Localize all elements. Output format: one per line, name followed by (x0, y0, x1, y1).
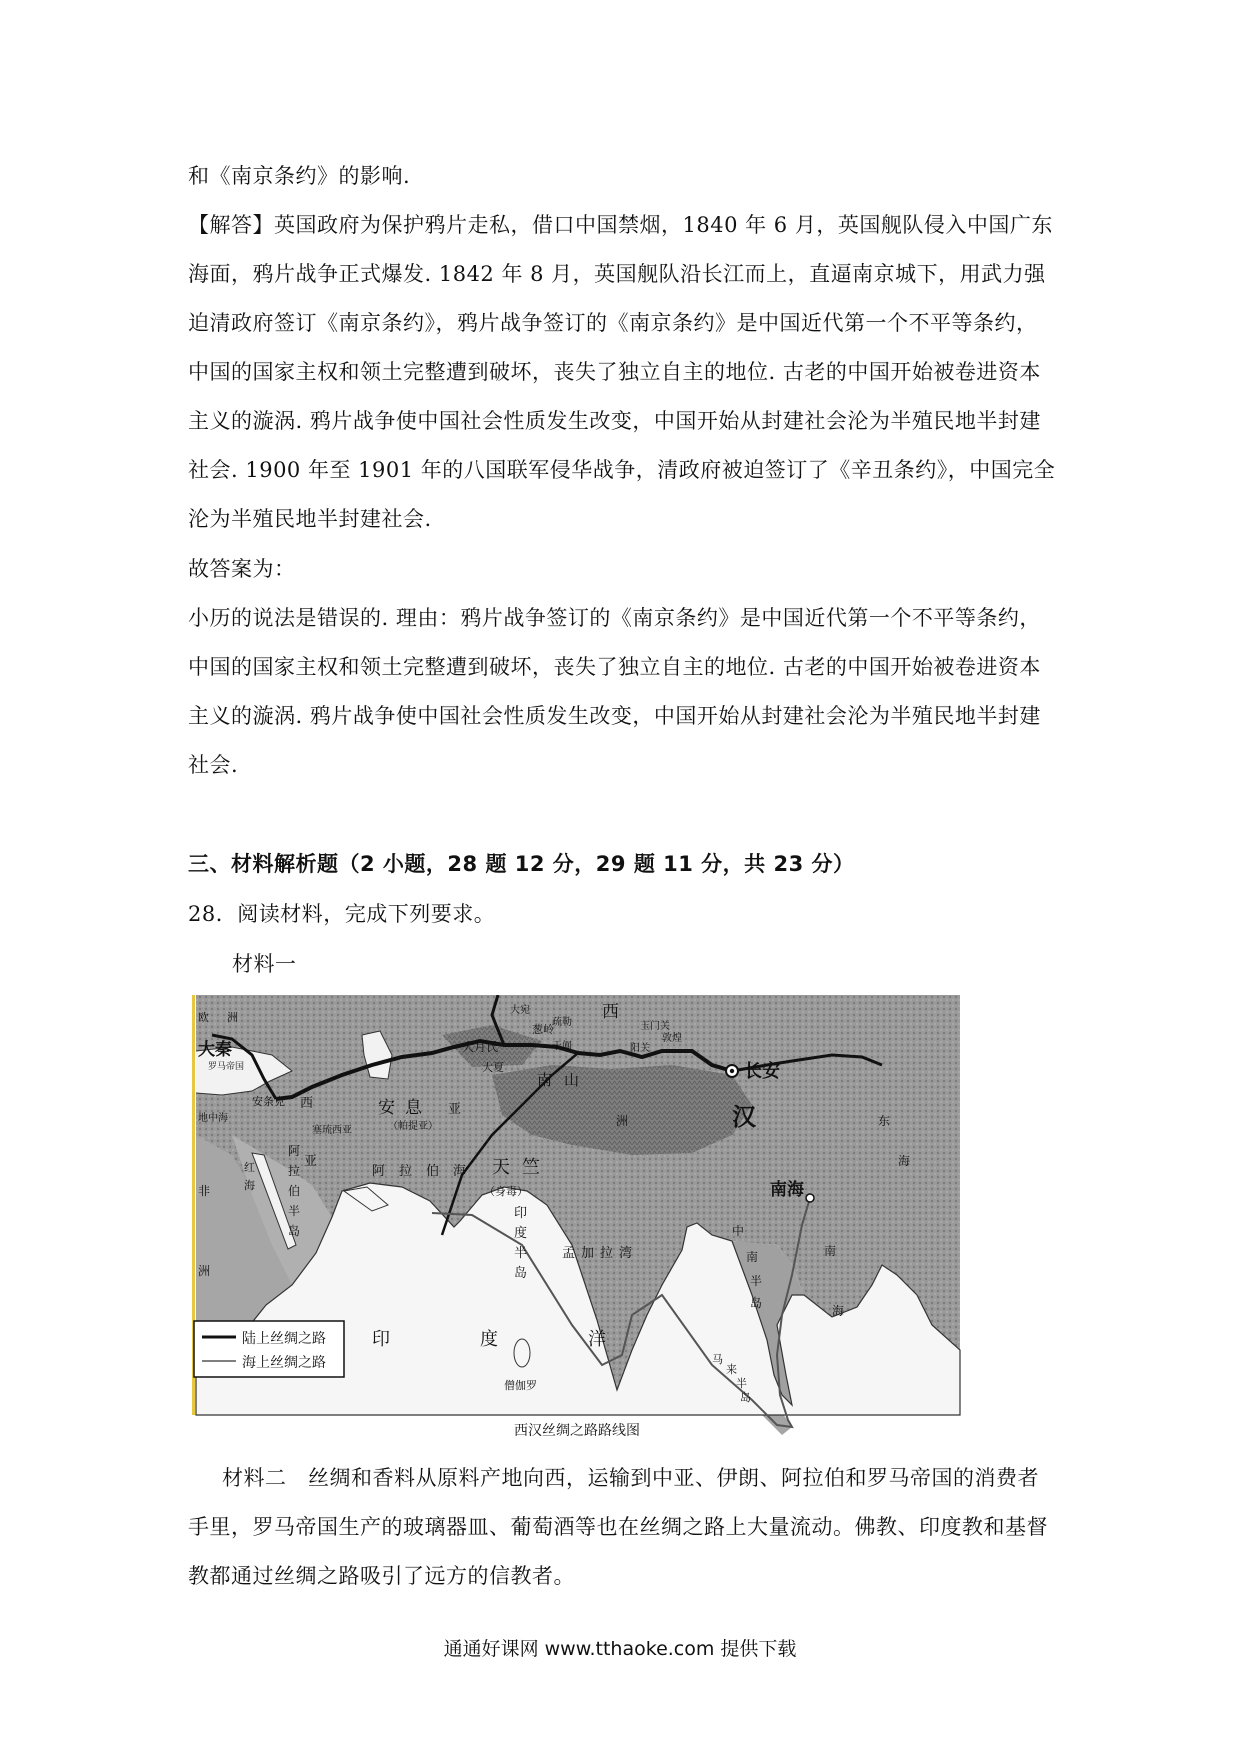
material-1-label: 材料一 (232, 952, 297, 976)
map-label-mediterranean: 地中海 (198, 1113, 228, 1124)
map-label-congling: 葱岭 (532, 1023, 554, 1036)
text-line: 中国的国家主权和领土完整遭到破坏，丧失了独立自主的地位. 古老的中国开始被卷进资本 (188, 655, 1041, 679)
map-label-asia-zhou: 洲 (616, 1114, 629, 1128)
svg-text:岛: 岛 (288, 1224, 301, 1238)
map-label-antioch: 安条克 (252, 1095, 285, 1108)
map-label-sri-lanka: 僧伽罗 (504, 1379, 537, 1392)
map-caption: 西汉丝绸之路路线图 (514, 1423, 640, 1439)
text-line: 中国的国家主权和领土完整遭到破坏，丧失了独立自主的地位. 古老的中国开始被卷进资本 (188, 360, 1041, 384)
material-2-line: 教都通过丝绸之路吸引了远方的信教者。 (188, 1564, 575, 1588)
map-label-daqin: 大秦 (198, 1040, 232, 1060)
text-line: 和《南京条约》的影响. (188, 164, 411, 188)
map-label-rome: 罗马帝国 (208, 1062, 245, 1072)
map-label-yangguan: 阳关 (630, 1043, 650, 1054)
svg-text:洲: 洲 (198, 1264, 211, 1278)
text-line: 海面，鸦片战争正式爆发. 1842 年 8 月，英国舰队沿长江而上，直逼南京城下，用武力强 (188, 262, 1046, 286)
legend-sea-road: 海上丝绸之路 (242, 1355, 326, 1371)
text-line: 沦为半殖民地半封建社会. (188, 507, 432, 531)
question-28: 28．阅读材料，完成下列要求。 (188, 902, 496, 926)
svg-text:半: 半 (514, 1246, 528, 1261)
map-label-nanhai: 南海 (770, 1180, 804, 1200)
map-label-asia-ya: 亚 (448, 1102, 462, 1117)
svg-text:海: 海 (832, 1304, 845, 1318)
map-label-yumenguan: 玉门关 (640, 1021, 670, 1032)
map-label-shendu: （身毒） (484, 1185, 528, 1198)
map-label-indian-ocean: 印度洋 (372, 1329, 696, 1350)
svg-text:红: 红 (244, 1161, 255, 1174)
map-label-nanshan: 南山 (537, 1071, 592, 1089)
map-label-kashi: 疏勒 (552, 1017, 572, 1028)
svg-text:岛: 岛 (740, 1391, 751, 1404)
svg-text:半: 半 (736, 1377, 747, 1390)
text-line: 故答案为： (188, 557, 296, 581)
svg-text:海: 海 (898, 1154, 911, 1168)
svg-text:半: 半 (750, 1274, 763, 1288)
map-label-bay-of-bengal: 孟加拉湾 (562, 1246, 639, 1261)
map-label-changan: 长安 (744, 1061, 780, 1082)
material-2-line: 材料二 丝绸和香料从原料产地向西，运输到中亚、伊朗、阿拉伯和罗马帝国的消费者 (222, 1466, 1039, 1490)
material-2-line: 手里，罗马帝国生产的玻璃器皿、葡萄酒等也在丝绸之路上大量流动。佛教、印度教和基督 (188, 1515, 1048, 1539)
svg-text:非: 非 (198, 1184, 211, 1198)
map-legend (194, 1321, 344, 1377)
svg-text:岛: 岛 (514, 1266, 528, 1281)
map-label-xi: 西 (602, 1002, 619, 1022)
text-line: 社会. (188, 753, 239, 777)
map-label-seleucia: 塞琉西亚 (312, 1125, 352, 1136)
map-label-anxi: 安息 (378, 1098, 432, 1118)
map-label-west-asia-xi: 西 (300, 1096, 314, 1111)
svg-text:南: 南 (746, 1250, 759, 1264)
svg-text:海: 海 (244, 1179, 255, 1192)
svg-text:南: 南 (824, 1244, 837, 1258)
svg-text:东: 东 (878, 1114, 891, 1128)
text-line: 社会. 1900 年至 1901 年的八国联军侵华战争，清政府被迫签订了《辛丑条约》，中国完全 (188, 458, 1056, 482)
text-line: 迫清政府签订《南京条约》，鸦片战争签订的《南京条约》是中国近代第一个不平等条约， (188, 311, 1038, 335)
svg-text:度: 度 (514, 1226, 528, 1241)
map-label-dayuezhi: 大月氏 (462, 1040, 499, 1054)
text-line: 主义的漩涡. 鸦片战争使中国社会性质发生改变，中国开始从封建社会沦为半殖民地半封建 (188, 704, 1041, 728)
svg-text:来: 来 (726, 1363, 737, 1376)
svg-text:马: 马 (712, 1353, 723, 1366)
map-label-dunhuang: 敦煌 (662, 1033, 682, 1044)
svg-text:中: 中 (732, 1224, 745, 1238)
map-label-han: 汉 (732, 1102, 756, 1131)
map-label-west-asia-ya: 亚 (304, 1154, 318, 1169)
svg-text:拉: 拉 (288, 1164, 301, 1178)
map-label-anxi-sub: （帕提亚） (388, 1121, 438, 1132)
map-label-tianzhu: 天竺 (492, 1157, 552, 1178)
map-label-daxia: 大夏 (482, 1061, 504, 1074)
map-label-europe: 欧洲 (198, 1011, 256, 1024)
text-line: 【解答】英国政府为保护鸦片走私，借口中国禁烟，1840 年 6 月，英国舰队侵入中国广东 (188, 213, 1053, 237)
svg-text:印: 印 (514, 1206, 528, 1221)
text-line: 主义的漩涡. 鸦片战争使中国社会性质发生改变，中国开始从封建社会沦为半殖民地半封建 (188, 409, 1041, 433)
section-title: 三、材料解析题（2 小题，28 题 12 分，29 题 11 分，共 23 分） (188, 852, 855, 876)
svg-text:岛: 岛 (750, 1296, 763, 1310)
map-label-dawan: 大宛 (510, 1005, 530, 1016)
svg-text:半: 半 (288, 1204, 301, 1218)
svg-text:伯: 伯 (288, 1184, 301, 1198)
svg-text:阿: 阿 (288, 1144, 301, 1158)
map-label-yutian: 于阗 (552, 1041, 572, 1052)
text-line: 小历的说法是错误的. 理由：鸦片战争签订的《南京条约》是中国近代第一个不平等条约， (188, 606, 1041, 630)
legend-land-road: 陆上丝绸之路 (242, 1331, 326, 1347)
silk-road-map (192, 995, 962, 1445)
page-footer: 通通好课网 www.tthaoke.com 提供下载 (443, 1638, 797, 1660)
map-label-arabian-sea: 阿拉伯海 (372, 1164, 481, 1179)
nanhai-marker (806, 1194, 814, 1202)
